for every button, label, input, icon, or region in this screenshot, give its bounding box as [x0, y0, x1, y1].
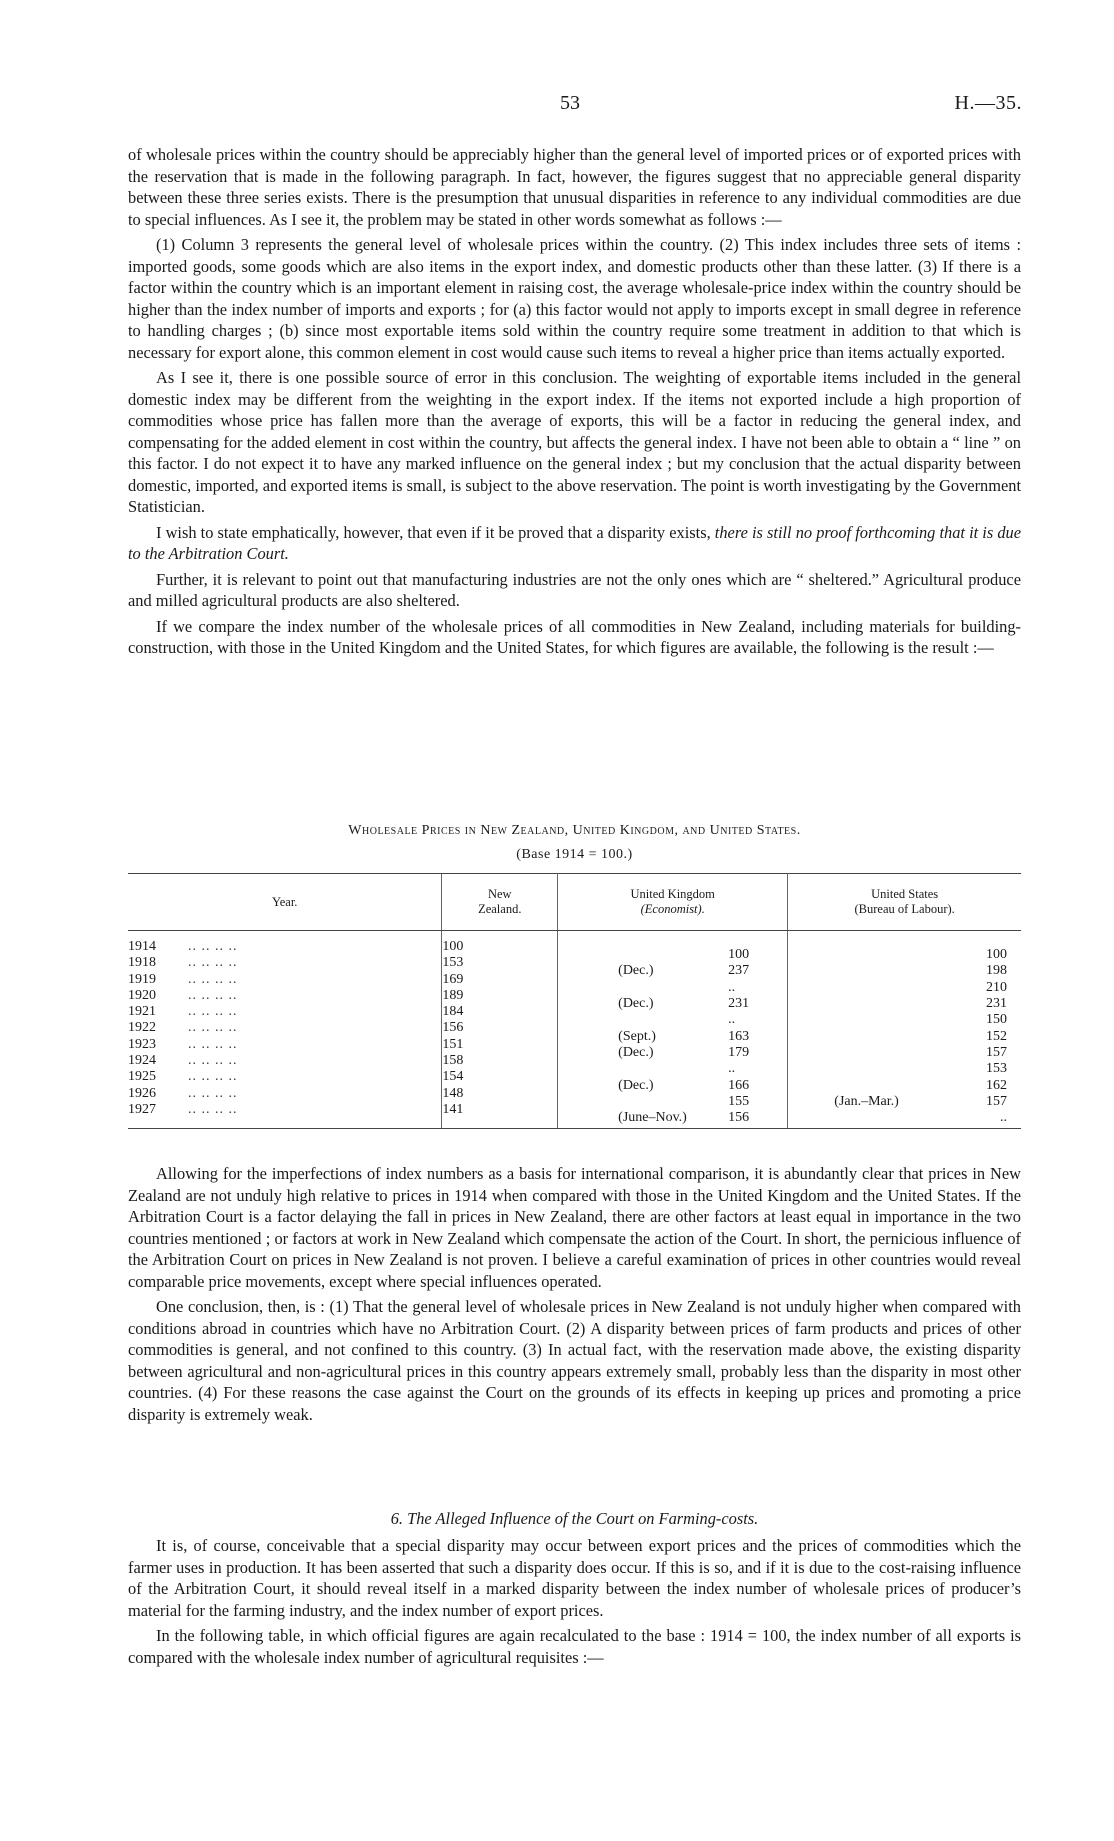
us-value: 198 — [986, 963, 1007, 979]
header-year: Year. — [128, 874, 442, 931]
table-row — [128, 988, 1021, 1004]
row-year: 1922 — [128, 1020, 156, 1036]
nz-value: 169 — [442, 972, 558, 988]
table-row — [128, 1053, 1021, 1069]
table-row — [128, 972, 1021, 988]
header-new-zealand — [442, 874, 558, 931]
us-value: .. — [1000, 1110, 1007, 1126]
header-nz-line1: New — [487, 887, 512, 901]
leader-dots: .. .. .. .. — [188, 939, 238, 954]
row-year: 1921 — [128, 1004, 156, 1020]
nz-value: 151 — [442, 1037, 558, 1053]
us-value: 152 — [986, 1028, 1007, 1044]
header-united-kingdom — [558, 874, 788, 931]
section-text — [128, 1535, 1021, 1672]
header-nz-line2: Zealand. — [478, 902, 522, 916]
uk-value: 166 — [728, 1077, 750, 1093]
row-year: 1914 — [128, 939, 156, 954]
header-united-states — [788, 874, 1021, 931]
table-row — [128, 931, 1021, 956]
us-value: 157 — [986, 1044, 1007, 1060]
us-note: (Jan.–Mar.) — [834, 1093, 899, 1109]
us-value: 100 — [986, 947, 1007, 963]
intro-paragraph-6: If we compare the index number of the wholesale prices of all commodities in New Zealand, including materials for building-construction, with those in the United Kingdom and the United States, for which figures are available, the following is the result :— — [128, 616, 1021, 657]
document-reference: H.—35. — [954, 92, 1022, 114]
nz-value: 141 — [442, 1102, 558, 1129]
us-value: 157 — [986, 1093, 1007, 1109]
uk-value: 237 — [728, 963, 750, 979]
uk-value: 231 — [728, 996, 750, 1012]
table-row — [128, 955, 1021, 971]
uk-value: .. — [728, 1012, 736, 1028]
leader-dots: .. .. .. .. — [188, 1053, 238, 1069]
row-year: 1926 — [128, 1085, 156, 1101]
intro-paragraph-2: (1) Column 3 represents the general level of wholesale prices within the country. (2) This index includes three sets of items : imported goods, some goods which are also items in the export index, and domestic products other than these latter. (3) If there is a factor within the country which is an important element in raising cost, the average wholesale-price index within the country should be higher than the index number of imports and exports ; for (a) this factor would not apply to imports except in small degree in reference to handling charges ; (b) since most exportable items sold within the country require some treatment in addition to that which is necessary for export alone, this common element in cost would cause such items to reveal a higher price than items actually exported. — [128, 235, 1021, 362]
header-us-line2: (Bureau of Labour). — [854, 902, 955, 916]
intro-paragraph-4 — [128, 522, 1021, 565]
us-value: 231 — [986, 996, 1007, 1012]
leader-dots: .. .. .. .. — [188, 1101, 238, 1117]
section-paragraph-1: It is, of course, conceivable that a special disparity may occur between export prices and the prices of commodities which the farmer uses in production. It has been asserted that such a disparity does occur. If this is so, and if it is due to the cost-raising influence of the Arbitration Court, it should reveal itself in a marked disparity between the index number of wholesale prices of producer’s material for the farming industry, and the index number of export prices. — [128, 1536, 1021, 1620]
uk-value: 155 — [728, 1093, 750, 1109]
table-row — [128, 1037, 1021, 1053]
nz-value: 148 — [442, 1086, 558, 1102]
row-year: 1927 — [128, 1101, 156, 1117]
uk-value: .. — [728, 1061, 736, 1077]
leader-dots: .. .. .. .. — [188, 1004, 238, 1020]
wholesale-prices-table — [128, 873, 1021, 1129]
row-year: 1925 — [128, 1069, 156, 1085]
nz-value: 184 — [442, 1004, 558, 1020]
table-row — [128, 1102, 1021, 1129]
page-number: 53 — [560, 92, 580, 114]
section-paragraph-2: In the following table, in which official figures are again recalculated to the base : 1914 = 100, the index number of all exports is compared with the wholesale index number of agricultural requisites :— — [128, 1626, 1021, 1667]
leader-dots: .. .. .. .. — [188, 987, 238, 1003]
uk-value: 156 — [728, 1110, 750, 1126]
uk-note: (Dec.) — [618, 996, 654, 1012]
us-value: 162 — [986, 1077, 1007, 1093]
intro-paragraph-3: As I see it, there is one possible source of error in this conclusion. The weighting of exportable items included in the general domestic index may be different from the weighting in the export index. If the items not exported include a high proportion of commodities whose price has fallen more than the average of exports, this will be a factor in reducing the general index, and compensating for the added element in cost within the country, but affects the general index. I have not been able to obtain a “ line ” on this factor. I do not expect it to have any marked influence on the general index ; but my conclusion that the actual disparity between domestic, imported, and exported items is small, is subject to the above reservation. The point is worth investigating by the Government Statistician. — [128, 368, 1021, 516]
row-year: 1919 — [128, 971, 156, 987]
table-header-row — [128, 874, 1021, 931]
conclusion-paragraph-1: Allowing for the imperfections of index numbers as a basis for international comparison, it is abundantly clear that prices in New Zealand are not unduly high relative to prices in 1914 when compared with those in the United Kingdom and the United States. If the Arbitration Court is a factor delaying the fall in prices in New Zealand, there are other factors at least equal in importance in the two countries mentioned ; or factors at work in New Zealand which compensate the action of the Court. In short, the pernicious influence of the Arbitration Court on prices in New Zealand is not proven. I believe a careful examination of prices in other countries would reveal comparable price movements, except where special influences operated. — [128, 1164, 1021, 1291]
table-title: Wholesale Prices in New Zealand, United Kingdom, and United States. — [348, 823, 801, 838]
leader-dots: .. .. .. .. — [188, 1020, 238, 1036]
uk-value: 163 — [728, 1028, 750, 1044]
nz-value: 156 — [442, 1020, 558, 1036]
table-row — [128, 1004, 1021, 1020]
us-value: 153 — [986, 1061, 1007, 1077]
us-value: 150 — [986, 1012, 1007, 1028]
intro-paragraph-1: of wholesale prices within the country should be appreciably higher than the general level of imported prices or of exported prices with the reservation that is made in the following paragraph. In fact, however, the figures suggest that no appreciable general disparity between these three series exists. There is the presumption that unusual disparities in reference to any individual commodities are due to special influences. As I see it, the problem may be stated in other words somewhat as follows :— — [128, 145, 1021, 229]
intro-text — [128, 144, 1021, 663]
leader-dots: .. .. .. .. — [188, 1085, 238, 1101]
us-value: 210 — [986, 979, 1007, 995]
conclusion-text — [128, 1163, 1021, 1429]
uk-note: (Dec.) — [618, 1077, 654, 1093]
header-uk-line2: (Economist). — [640, 902, 705, 916]
conclusion-paragraph-2: One conclusion, then, is : (1) That the general level of wholesale prices in New Zealand is not unduly higher when compared with conditions abroad in countries which have no Arbitration Court. (2) A disparity between prices of farm products and prices of other commodities is general, and not confined to this country. (3) In actual fact, with the reservation made above, the existing disparity between agricultural and non-agricultural prices in this country appears extremely small, probably less than the disparity in most other countries. (4) For these reasons the case against the Court on the grounds of its effects in keeping up prices and promoting a price disparity is extremely weak. — [128, 1297, 1021, 1424]
uk-note: (Dec.) — [618, 963, 654, 979]
header-uk-line1: United Kingdom — [630, 887, 715, 901]
intro-paragraph-4-text: I wish to state emphatically, however, that even if it be proved that a disparity exists, — [156, 522, 715, 542]
leader-dots: .. .. .. .. — [188, 971, 238, 987]
uk-note: (Dec.) — [618, 1044, 654, 1060]
leader-dots: .. .. .. .. — [188, 955, 238, 971]
row-year: 1923 — [128, 1036, 156, 1052]
row-year: 1924 — [128, 1053, 156, 1069]
table-row — [128, 1086, 1021, 1102]
intro-paragraph-4-emphasis: there is still no proof forthcoming that it is due to the Arbitration Court. — [128, 522, 1022, 563]
table-row — [128, 1020, 1021, 1036]
leader-dots: .. .. .. .. — [188, 1069, 238, 1085]
uk-note: (Sept.) — [618, 1028, 656, 1044]
nz-value: 100 — [442, 931, 558, 956]
table-row — [128, 1069, 1021, 1085]
nz-value: 189 — [442, 988, 558, 1004]
row-year: 1918 — [128, 955, 156, 971]
uk-value: .. — [728, 979, 736, 995]
header-us-line1: United States — [871, 887, 939, 901]
uk-value: 100 — [728, 947, 750, 963]
row-year: 1920 — [128, 987, 156, 1003]
leader-dots: .. .. .. .. — [188, 1036, 238, 1052]
nz-value: 158 — [442, 1053, 558, 1069]
uk-value: 179 — [728, 1044, 750, 1060]
nz-value: 153 — [442, 955, 558, 971]
section-heading: 6. The Alleged Influence of the Court on Farming-costs. — [390, 1509, 759, 1528]
intro-paragraph-5: Further, it is relevant to point out that manufacturing industries are not the only ones which are “ sheltered.” Agricultural produce and milled agricultural products are also sheltered. — [128, 569, 1021, 610]
table-subtitle: (Base 1914 = 100.) — [516, 847, 633, 862]
uk-note: (June–Nov.) — [618, 1110, 687, 1126]
nz-value: 154 — [442, 1069, 558, 1085]
